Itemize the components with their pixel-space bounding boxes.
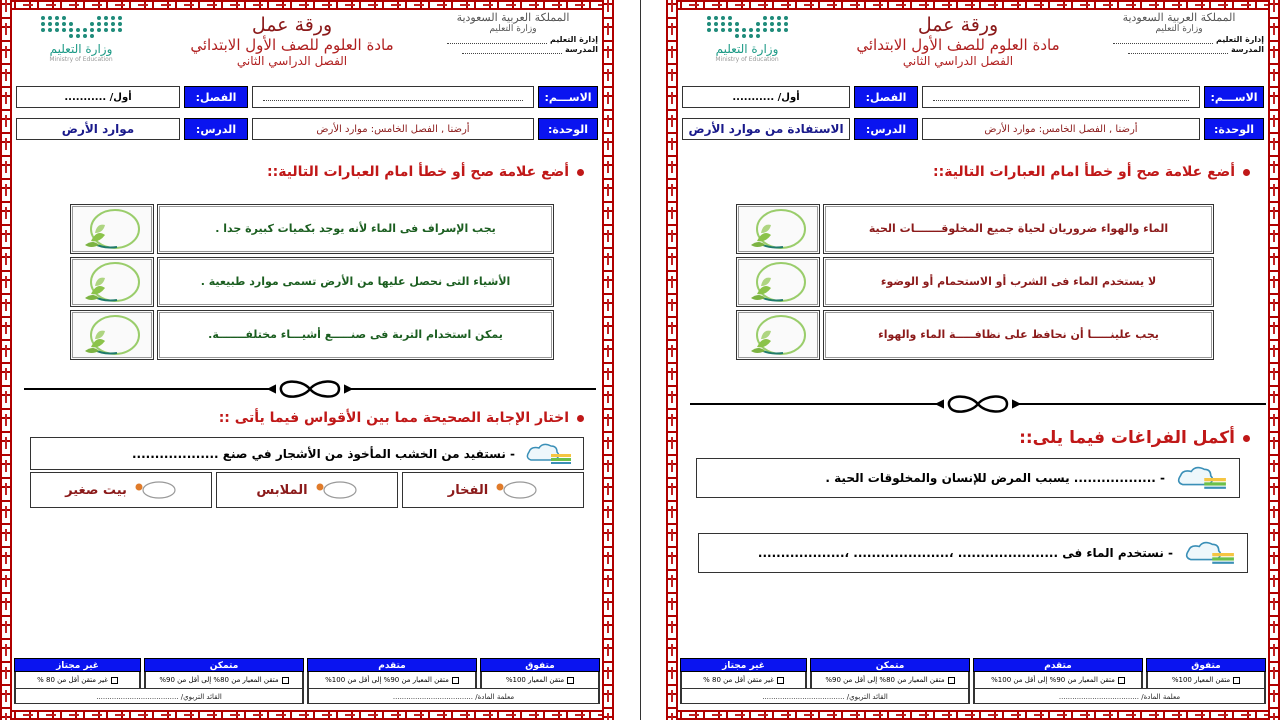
kingdom-block (428, 12, 598, 54)
rubric-header: غير مجتاز (14, 658, 141, 672)
rubric-criterion[interactable]: متقن المعيار 100% (1146, 672, 1266, 688)
ornamental-divider (690, 393, 1266, 415)
lesson-label: الدرس: (184, 118, 248, 140)
mcq-question-text: - نستفيد من الخشب المأخوذ من الأشجار في صنع ................... (131, 446, 515, 461)
answer-circle[interactable] (736, 257, 820, 307)
tf-statement: يجب علينـــــا أن نحافظ على نظافـــــة الماء والهواء (823, 310, 1214, 360)
rubric-header: متقدم (973, 658, 1143, 672)
rubric-criterion[interactable]: غير متقن أقل من 80 % (680, 672, 807, 688)
name-label: الاســـم: (1204, 86, 1264, 108)
assessment-rubric (14, 658, 600, 704)
checkbox-icon[interactable] (777, 677, 784, 684)
teacher-signature[interactable]: معلمة المادة/ .................................... (973, 688, 1266, 704)
moe-name-en: Ministry of Education (49, 56, 113, 63)
unit-label: الوحدة: (1204, 118, 1264, 140)
info-row-unit (682, 118, 1264, 140)
true-false-table (736, 204, 1214, 360)
section-heading-true-false: أضع علامة صح أو خطأ امام العبارات التالية:: (933, 164, 1250, 180)
school-label: المدرسة (564, 45, 598, 54)
fill-blank-text: - نستخدم الماء فى ...................... ،..................... ،................... (757, 546, 1173, 560)
edu-admin-field[interactable] (447, 35, 547, 44)
rubric-header: غير مجتاز (680, 658, 807, 672)
moe-dots-icon (16, 16, 146, 38)
mcq-choices (30, 472, 584, 508)
tf-row (736, 204, 1214, 254)
leader-signature[interactable]: القائد التربوي/ ..................................... (14, 688, 304, 704)
rubric-header: متقدم (307, 658, 477, 672)
class-label: الفصل: (854, 86, 918, 108)
true-false-table (70, 204, 554, 360)
class-label: الفصل: (184, 86, 248, 108)
answer-circle[interactable] (70, 310, 154, 360)
moe-name-ar: وزارة التعليم (49, 42, 113, 56)
tf-statement: الأشياء التى نحصل عليها من الأرض تسمى موارد طبيعية . (157, 257, 554, 307)
subject-title: مادة العلوم للصف الأول الابتدائي (856, 36, 1060, 54)
fill-blank-text: - .................. يسبب المرض للإنسان والمخلوقات الحية . (825, 471, 1165, 485)
tf-statement: الماء والهواء ضروريان لحياة جميع المخلوقـــــــات الحية (823, 204, 1214, 254)
checkbox-icon[interactable] (111, 677, 118, 684)
ornamental-divider (24, 378, 596, 400)
bullet-icon (1243, 169, 1250, 176)
moe-name-ar: وزارة التعليم (715, 42, 779, 56)
tf-row (70, 310, 554, 360)
flourish-icon (923, 393, 1033, 415)
assessment-rubric (680, 658, 1266, 704)
worksheet-page-1 (0, 0, 614, 720)
edu-admin-label: إدارة التعليم (549, 35, 598, 44)
teacher-signature[interactable]: معلمة المادة/ .................................... (307, 688, 600, 704)
lasso-icon (314, 479, 358, 501)
section-heading-multiple-choice: اختار الإجابة الصحيحة مما بين الأقواس فيما يأتى :: (219, 410, 584, 426)
name-field[interactable] (252, 86, 534, 108)
rubric-header: متمكن (144, 658, 304, 672)
answer-circle[interactable] (70, 257, 154, 307)
kingdom-calligraphy: المملكة العربية السعودية (456, 11, 570, 24)
checkbox-icon[interactable] (567, 677, 574, 684)
tf-statement: يمكن استخدام التربة فى صنـــــع أشيـــاء مختلفـــــــة. (157, 310, 554, 360)
bullet-icon (577, 415, 584, 422)
answer-circle[interactable] (736, 204, 820, 254)
info-row-name (682, 86, 1264, 108)
rubric-criterion[interactable]: متقن المعيار من 80% إلى أقل من 90% (144, 672, 304, 688)
lasso-icon (133, 479, 177, 501)
ministry-calligraphy: وزارة التعليم (1155, 24, 1203, 34)
answer-circle[interactable] (736, 310, 820, 360)
rubric-criterion[interactable]: غير متقن أقل من 80 % (14, 672, 141, 688)
cloud-icon (1173, 465, 1229, 491)
lasso-icon (494, 479, 538, 501)
rubric-criterion[interactable]: متقن المعيار من 90% إلى أقل من 100% (973, 672, 1143, 688)
section-heading-true-false: أضع علامة صح أو خطأ امام العبارات التالية:: (267, 164, 584, 180)
name-label: الاســـم: (538, 86, 598, 108)
leader-signature[interactable]: القائد التربوي/ ..................................... (680, 688, 970, 704)
section-heading-fill-blanks: أكمل الفراغات فيما يلى:: (1019, 428, 1250, 448)
lesson-value: الاستفادة من موارد الأرض (682, 118, 850, 140)
title-block (832, 14, 1084, 69)
worksheet-page-2 (666, 0, 1280, 720)
unit-value: أرضنا , الفصل الخامس: موارد الأرض (922, 118, 1200, 140)
kingdom-calligraphy: المملكة العربية السعودية (1122, 11, 1236, 24)
lesson-value: موارد الأرض (16, 118, 180, 140)
term-title: الفصل الدراسي الثاني (902, 54, 1014, 68)
choice-option[interactable]: الفخار (402, 472, 584, 508)
worksheet-title: ورقة عمل (917, 14, 999, 36)
mcq-question (30, 437, 584, 470)
class-field[interactable]: أول/ ........... (682, 86, 850, 108)
subject-title: مادة العلوم للصف الأول الابتدائي (190, 36, 394, 54)
checkbox-icon[interactable] (1118, 677, 1125, 684)
worksheet-header (16, 12, 598, 82)
lesson-label: الدرس: (854, 118, 918, 140)
rubric-header: متمكن (810, 658, 970, 672)
checkbox-icon[interactable] (948, 677, 955, 684)
leaf-ring-icon (745, 313, 811, 357)
school-label: المدرسة (1230, 45, 1264, 54)
rubric-criterion[interactable]: متقن المعيار من 90% إلى أقل من 100% (307, 672, 477, 688)
class-field[interactable]: أول/ ........... (16, 86, 180, 108)
worksheet-header (682, 12, 1264, 82)
cloud-icon (1181, 540, 1237, 566)
answer-circle[interactable] (70, 204, 154, 254)
page-separator (640, 0, 641, 720)
flourish-icon (255, 378, 365, 400)
moe-name-en: Ministry of Education (715, 56, 779, 63)
tf-row (736, 310, 1214, 360)
fill-blank-question[interactable] (696, 458, 1240, 498)
leaf-ring-icon (79, 313, 145, 357)
info-row-name (16, 86, 598, 108)
worksheet-title: ورقة عمل (251, 14, 333, 36)
moe-logo (16, 16, 146, 63)
school-field[interactable] (1128, 45, 1228, 54)
moe-logo (682, 16, 812, 63)
term-title: الفصل الدراسي الثاني (236, 54, 348, 68)
tf-row (70, 257, 554, 307)
moe-dots-icon (682, 16, 812, 38)
rubric-criterion[interactable]: متقن المعيار من 80% إلى أقل من 90% (810, 672, 970, 688)
title-block (166, 14, 418, 69)
name-field[interactable] (922, 86, 1200, 108)
leaf-ring-icon (79, 207, 145, 251)
choice-option[interactable]: بيت صغير (30, 472, 212, 508)
ornamental-border (666, 0, 1280, 720)
edu-admin-field[interactable] (1113, 35, 1213, 44)
unit-label: الوحدة: (538, 118, 598, 140)
rubric-header: متفوق (480, 658, 600, 672)
ornamental-border (0, 0, 614, 720)
leaf-ring-icon (745, 207, 811, 251)
checkbox-icon[interactable] (1233, 677, 1240, 684)
tf-row (70, 204, 554, 254)
kingdom-block (1094, 12, 1264, 54)
tf-statement: لا يستخدم الماء فى الشرب أو الاستحمام أو الوضوء (823, 257, 1214, 307)
bullet-icon (577, 169, 584, 176)
school-field[interactable] (462, 45, 562, 54)
choice-option[interactable]: الملابس (216, 472, 398, 508)
ministry-calligraphy: وزارة التعليم (489, 24, 537, 34)
cloud-icon (523, 442, 573, 466)
leaf-ring-icon (745, 260, 811, 304)
info-row-unit (16, 118, 598, 140)
leaf-ring-icon (79, 260, 145, 304)
checkbox-icon[interactable] (282, 677, 289, 684)
tf-statement: يجب الإسراف فى الماء لأنه يوجد بكميات كبيرة جدا . (157, 204, 554, 254)
rubric-criterion[interactable]: متقن المعيار 100% (480, 672, 600, 688)
tf-row (736, 257, 1214, 307)
checkbox-icon[interactable] (452, 677, 459, 684)
edu-admin-label: إدارة التعليم (1215, 35, 1264, 44)
unit-value: أرضنا , الفصل الخامس: موارد الأرض (252, 118, 534, 140)
bullet-icon (1243, 435, 1250, 442)
fill-blank-question[interactable] (698, 533, 1248, 573)
rubric-header: متفوق (1146, 658, 1266, 672)
